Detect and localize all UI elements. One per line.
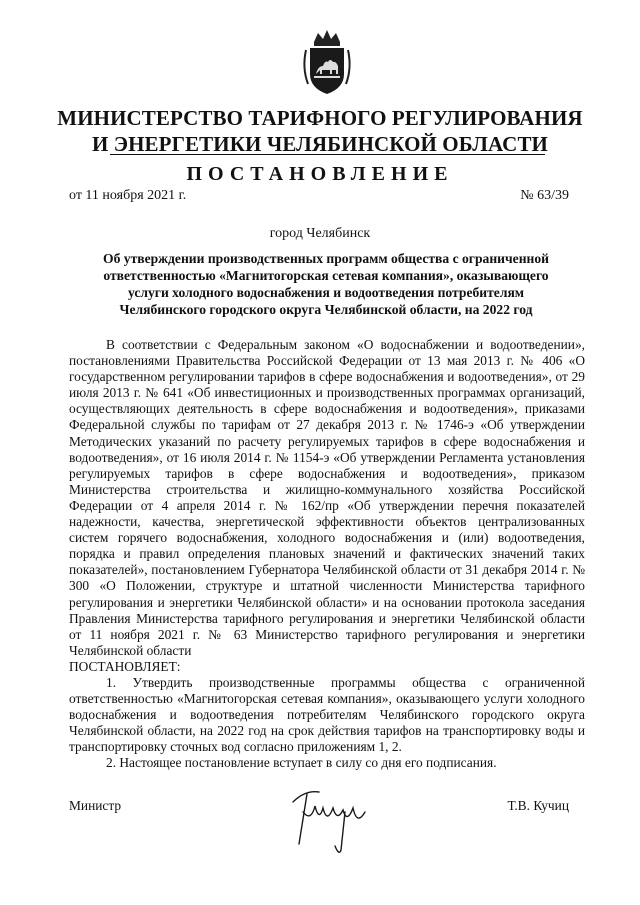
- preamble-paragraph: В соответствии с Федеральным законом «О водоснабжении и водоотведении», постановлениями Правительства Российской Федерации от 13 мая 2013 г. № 406 «О государственном регулировании тарифов в сфере водоснабжения и водоотведения», от 29 июля 2013 г. № 641 «Об инвестиционных и производственных программах организаций, осуществляющих деятельность в сфере водоснабжения и водоотведения», приказами Федеральной службы по тарифам от 27 декабря 2013 г. № 1746-э «Об утверждении Методических указаний по расчету регулируемых тарифов в сфере водоснабжения и водоотведения», от 16 июля 2014 г. № 1154-э «Об утверждении Регламента установления регулируемых тарифов в сфере водоснабжения и водоотведения», приказом Министерства строительства и жилищно-коммунального хозяйства Российской Федерации от 4 апреля 2014 г. № 162/пр «Об утверждении перечня показателей надежности, качества, энергетической эффективности объектов централизованных систем горячего водоснабжения, холодного водоснабжения и (или) водоотведения, порядка и правил определения плановых значений и фактических значений таких показателей», постановлением Губернатора Челябинской области от 31 декабря 2014 г. № 300 «О Положении, структуре и штатной численности Министерства тарифного регулирования и энергетики Челябинской области» и на основании протокола заседания Правления Министерства тарифного регулирования и энергетики Челябинской области от 11 ноября 2021 г. № 63 Министерство тарифного регулирования и энергетики Челябинской области: [69, 337, 585, 658]
- signatory-position: Министр: [69, 798, 122, 813]
- header-divider: [110, 154, 545, 155]
- document-subject: Об утверждении производственных программ общества с ограниченной ответственностью «Магнитогорская сетевая компания», оказывающего услуги холодного водоснабжения и водоотведения потребителям Челябинского городского округа Челябинской области, на 2022 год: [103, 251, 549, 317]
- ministry-name-line1: МИНИСТЕРСТВО ТАРИФНОГО РЕГУЛИРОВАНИЯ: [57, 106, 583, 130]
- document-title: ПОСТАНОВЛЕНИЕ: [186, 163, 454, 185]
- ministry-name-line2: И ЭНЕРГЕТИКИ ЧЕЛЯБИНСКОЙ ОБЛАСТИ: [92, 132, 548, 156]
- signatory-name: Т.В. Кучиц: [507, 798, 569, 813]
- document-body: [69, 337, 585, 772]
- handwritten-signature: [285, 782, 395, 854]
- decree-item-2: 2. Настоящее постановление вступает в силу со дня его подписания.: [106, 755, 497, 771]
- document-date: от 11 ноября 2021 г.: [69, 188, 187, 203]
- decree-item-1: 1. Утвердить производственные программы общества с ограниченной ответственностью «Магнитогорская сетевая компания», оказывающего услуги холодного водоснабжения и водоотведения потребителям Челябинского городского округа Челябинской области, на 2022 год на срок действия тарифов на транспортировку воды и транспортировку сточных вод согласно приложениям 1, 2.: [69, 674, 585, 755]
- document-city: город Челябинск: [269, 226, 371, 241]
- coat-of-arms-icon: [298, 28, 356, 98]
- decree-word: ПОСТАНОВЛЯЕТ:: [69, 658, 181, 674]
- document-number: № 63/39: [520, 188, 569, 203]
